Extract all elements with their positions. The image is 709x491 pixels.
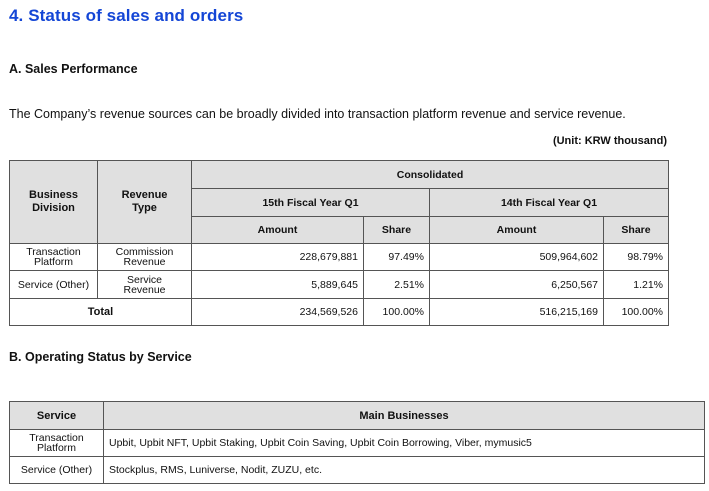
col-header-amount-1: Amount [192,217,364,244]
cell-amount-2: 6,250,567 [430,271,604,299]
cell-amount-1: 5,889,645 [192,271,364,299]
cell-amount-1: 228,679,881 [192,244,364,271]
cell-division: Service (Other) [10,271,98,299]
total-share-1: 100.00% [364,299,430,326]
cell-service: Service (Other) [10,457,104,484]
total-label: Total [10,299,192,326]
col-header-service: Service [10,402,104,430]
cell-main-businesses: Upbit, Upbit NFT, Upbit Staking, Upbit Coin Saving, Upbit Coin Borrowing, Viber, mymusic5 [104,430,705,457]
cell-revenue-type: Service Revenue [98,271,192,299]
section-a-description: The Company’s revenue sources can be broadly divided into transaction platform revenue and service revenue. [9,107,626,121]
table-row [10,457,705,484]
table-row [10,244,669,271]
col-header-period-1: 15th Fiscal Year Q1 [192,189,430,217]
page-title: 4. Status of sales and orders [9,6,244,25]
unit-note: (Unit: KRW thousand) [552,135,667,147]
col-header-share-1: Share [364,217,430,244]
col-header-amount-2: Amount [430,217,604,244]
section-b-title: B. Operating Status by Service [9,350,192,364]
cell-main-businesses: Stockplus, RMS, Luniverse, Nodit, ZUZU, etc. [104,457,705,484]
col-header-period-2: 14th Fiscal Year Q1 [430,189,669,217]
col-header-consolidated: Consolidated [192,161,669,189]
cell-share-2: 98.79% [604,244,669,271]
col-header-revenue-type: Revenue Type [98,161,192,244]
cell-share-2: 1.21% [604,271,669,299]
table-row [10,430,705,457]
col-header-business-division: Business Division [10,161,98,244]
sales-performance-table [9,160,669,326]
table-row [10,271,669,299]
cell-revenue-type: Commission Revenue [98,244,192,271]
cell-amount-2: 509,964,602 [430,244,604,271]
cell-share-1: 2.51% [364,271,430,299]
cell-share-1: 97.49% [364,244,430,271]
total-share-2: 100.00% [604,299,669,326]
section-a-title: A. Sales Performance [9,62,138,76]
total-row [10,299,669,326]
cell-service: Transaction Platform [10,430,104,457]
total-amount-2: 516,215,169 [430,299,604,326]
total-amount-1: 234,569,526 [192,299,364,326]
col-header-share-2: Share [604,217,669,244]
service-status-table [9,401,705,484]
cell-division: Transaction Platform [10,244,98,271]
col-header-main-businesses: Main Businesses [104,402,705,430]
